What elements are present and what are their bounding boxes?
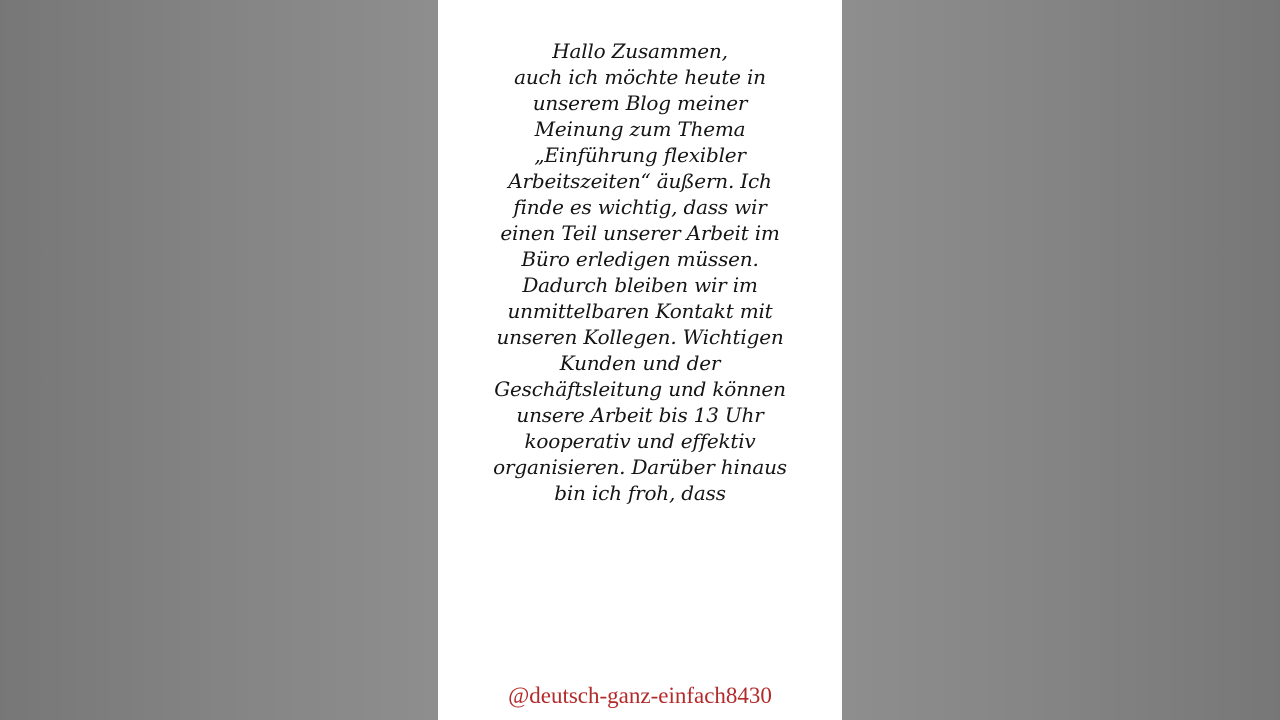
- letter-line: auch ich möchte heute in: [514, 65, 766, 89]
- letter-line: Kunden und der: [559, 351, 721, 375]
- background-right: [842, 0, 1280, 720]
- letter-line: Geschäftsleitung und können: [494, 377, 786, 401]
- letter-line: unmittelbaren Kontakt mit: [507, 299, 773, 323]
- letter-line: organisieren. Darüber hinaus: [493, 455, 787, 479]
- letter-line: „Einführung flexibler: [534, 143, 746, 167]
- letter-line: unseren Kollegen. Wichtigen: [496, 325, 784, 349]
- letter-line: finde es wichtig, dass wir: [513, 195, 767, 219]
- letter-line: Hallo Zusammen,: [552, 39, 728, 63]
- text-page: [438, 0, 842, 720]
- letter-line: Meinung zum Thema: [534, 117, 746, 141]
- letter-line: unserem Blog meiner: [532, 91, 748, 115]
- letter-line: Dadurch bleiben wir im: [522, 273, 758, 297]
- letter-line: Arbeitszeiten“ äußern. Ich: [508, 169, 772, 193]
- letter-line: kooperativ und effektiv: [524, 429, 756, 453]
- letter-line: bin ich froh, dass: [554, 481, 726, 505]
- letter-line: Büro erledigen müssen.: [521, 247, 759, 271]
- channel-handle: @deutsch-ganz-einfach8430: [508, 683, 772, 708]
- background-left: [0, 0, 438, 720]
- letter-line: einen Teil unserer Arbeit im: [500, 221, 780, 245]
- letter-text: [438, 38, 842, 506]
- letter-line: unsere Arbeit bis 13 Uhr: [516, 403, 764, 427]
